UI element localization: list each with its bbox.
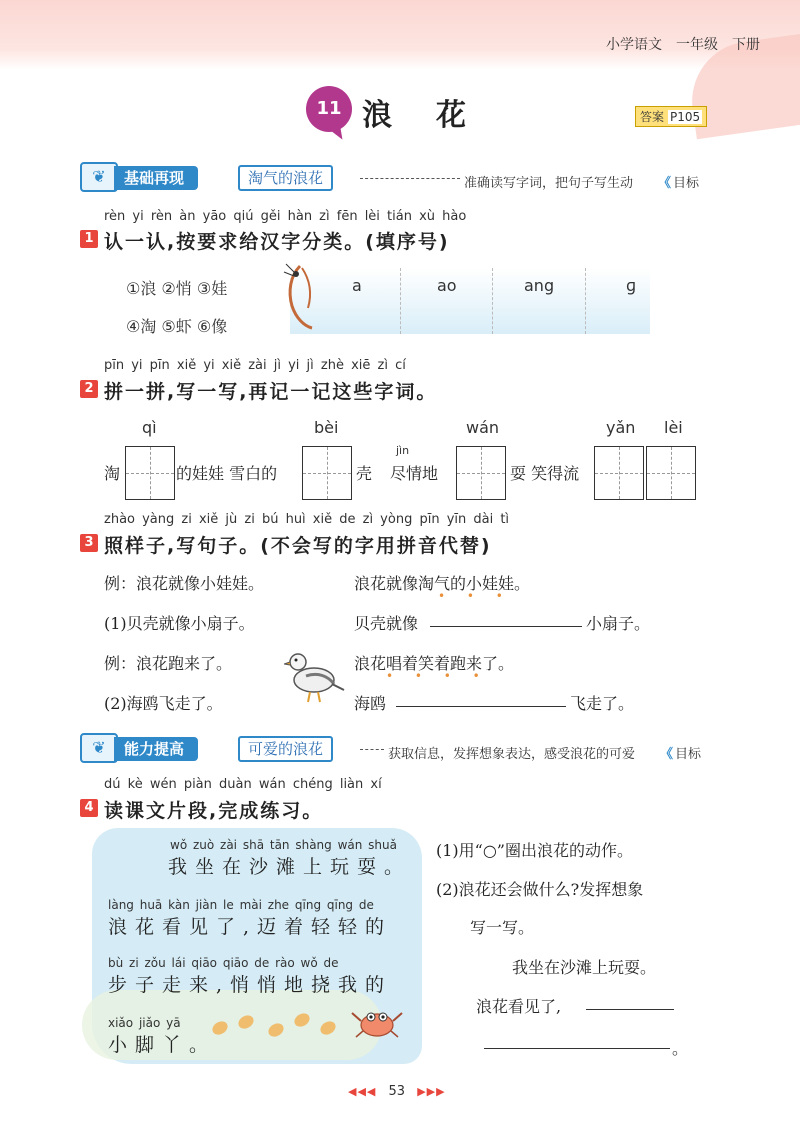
q3-item2-blank[interactable] xyxy=(396,706,566,707)
q1-chars-row1: ①浪 ②悄 ③娃 xyxy=(126,279,228,298)
q2-question: 拼一拼,写一写,再记一记这些字词。 xyxy=(104,381,438,403)
lesson-title: 浪花 xyxy=(362,98,510,133)
q2-pinyin: pīn yi pīn xiě yi xiě zài jì yi jì zhè xiē zì cí xyxy=(104,358,406,373)
q4-answer-blank1[interactable] xyxy=(586,1009,674,1010)
q3-item2-suffix: 飞走了。 xyxy=(570,694,635,713)
section1-description: 准确读写字词，把句子写生动 xyxy=(464,176,634,191)
section2-description: 获取信息，发挥想象表达，感受浪花的可爱 xyxy=(388,747,636,762)
q3-item2-prefix: 海鸥 xyxy=(354,694,387,713)
q4-task1: (1)用“○”圈出浪花的动作。 xyxy=(436,841,633,860)
q4-answer-line1: 我坐在沙滩上玩耍。 xyxy=(512,958,657,977)
answer-page: P105 xyxy=(670,110,701,124)
page-footer xyxy=(348,1084,446,1099)
section1-goal: 《 目标 xyxy=(658,176,700,191)
section2-goal-label: 目标 xyxy=(675,747,702,762)
section1-tab: 基础再现 xyxy=(114,166,198,190)
q3-item1-left: (1)贝壳就像小扇子。 xyxy=(104,614,255,633)
word-ke: 壳 xyxy=(356,464,373,483)
q3-example1-right: 浪花就像淘气的小娃娃。 xyxy=(354,574,531,593)
tian-grid-lei[interactable] xyxy=(646,446,696,500)
category-divider xyxy=(585,268,586,334)
q1-number: 1 xyxy=(80,230,98,248)
tian-grid-qi[interactable] xyxy=(125,446,175,500)
book-header: 小学语文 一年级 下册 xyxy=(606,37,760,53)
pinyin-bei: bèi xyxy=(314,418,339,437)
passage-pinyin-line: wǒ zuò zài shā tān shàng wán shuǎ xyxy=(170,838,397,852)
section1-subtitle: 淘气的浪花 xyxy=(238,165,333,191)
q3-item1-prefix: 贝壳就像 xyxy=(354,614,419,633)
q4-task2-line1: (2)浪花还会做什么?发挥想象 xyxy=(436,880,644,899)
passage-line: 浪花看见了,迈着轻轻的 xyxy=(108,916,393,938)
q3-item1-suffix: 小扇子。 xyxy=(586,614,651,633)
answer-label: 答案 xyxy=(640,110,665,124)
word-tao: 淘 xyxy=(104,464,121,483)
q2-number: 2 xyxy=(80,380,98,398)
pinyin-jin: jìn xyxy=(396,444,410,457)
q3-number: 3 xyxy=(80,534,98,552)
emphasis-dots: • • • xyxy=(438,589,512,603)
passage-line: 小脚丫。 xyxy=(108,1034,217,1056)
pinyin-wan: wán xyxy=(466,418,500,437)
word-shua: 耍 笑得流 xyxy=(510,464,580,483)
category-g: ɡ xyxy=(626,276,637,295)
book-icon: ❦ xyxy=(80,733,118,763)
answer-reference xyxy=(635,106,707,127)
q3-pinyin: zhào yàng zi xiě jù zi bú huì xiě de zì yòng pīn yīn dài tì xyxy=(104,512,510,527)
q3-example2-left: 例：浪花跑来了。 xyxy=(104,654,233,673)
q3-question: 照样子,写句子。(不会写的字用拼音代替) xyxy=(104,535,492,557)
section2-subtitle: 可爱的浪花 xyxy=(238,736,333,762)
category-divider xyxy=(400,268,401,334)
q3-item1-blank[interactable] xyxy=(430,626,582,627)
category-ao: ao xyxy=(437,276,457,295)
passage-pinyin-line: xiǎo jiǎo yā xyxy=(108,1016,181,1030)
emphasis-dots: • • • • xyxy=(386,669,489,683)
tian-grid-wan[interactable] xyxy=(456,446,506,500)
passage-line: 步子走来,悄悄地挠我的 xyxy=(108,974,393,996)
section2-divider xyxy=(360,749,384,750)
category-ang: ang xyxy=(524,276,555,295)
q4-answer-line2: 浪花看见了, xyxy=(476,997,562,1016)
q4-question: 读课文片段,完成练习。 xyxy=(104,800,324,822)
passage-pinyin-line: bù zi zǒu lái qiāo qiāo de rào wǒ de xyxy=(108,956,339,970)
lesson-number-badge: 11 xyxy=(306,86,352,132)
pinyin-yan: yǎn xyxy=(606,418,636,437)
section1-divider xyxy=(360,178,460,179)
section2-goal: 《 目标 xyxy=(660,747,702,762)
shrimp-illustration xyxy=(282,262,318,332)
q4-answer-end: 。 xyxy=(672,1039,689,1058)
tian-grid-yan[interactable] xyxy=(594,446,644,500)
q1-pinyin: rèn yi rèn àn yāo qiú gěi hàn zì fēn lèi tián xù hào xyxy=(104,209,467,224)
q3-item2-left: (2)海鸥飞走了。 xyxy=(104,694,223,713)
pinyin-qi: qì xyxy=(142,418,157,437)
q1-question: 认一认,按要求给汉字分类。(填序号) xyxy=(104,231,450,253)
passage-line: 我坐在沙滩上玩耍。 xyxy=(168,856,412,878)
passage-pinyin-line: làng huā kàn jiàn le mài zhe qīng qīng de xyxy=(108,898,374,912)
crab-illustration xyxy=(350,1003,404,1039)
tian-grid-bei[interactable] xyxy=(302,446,352,500)
q3-example2-right: 浪花唱着笑着跑来了。 xyxy=(354,654,515,673)
word-wawa: 的娃娃 雪白的 xyxy=(176,464,278,483)
q4-task2-line2: 写一写。 xyxy=(470,918,535,937)
book-icon: ❦ xyxy=(80,162,118,192)
q1-chars-row2: ④淘 ⑤虾 ⑥像 xyxy=(126,317,228,336)
category-a: a xyxy=(352,276,362,295)
page-number: 53 xyxy=(388,1084,406,1099)
category-divider xyxy=(492,268,493,334)
section1-goal-label: 目标 xyxy=(673,176,700,191)
section2-tab: 能力提高 xyxy=(114,737,198,761)
q3-example1-left: 例：浪花就像小娃娃。 xyxy=(104,574,265,593)
q4-answer-blank2[interactable] xyxy=(484,1048,670,1049)
classify-area xyxy=(290,268,650,334)
word-jinqingdi: 尽情地 xyxy=(390,464,439,483)
arrow-left-icon: ◀◀◀ xyxy=(348,1085,377,1098)
q4-number: 4 xyxy=(80,799,98,817)
arrow-right-icon: ▶▶▶ xyxy=(417,1085,446,1098)
q4-pinyin: dú kè wén piàn duàn wán chéng liàn xí xyxy=(104,777,382,792)
pinyin-lei: lèi xyxy=(664,418,683,437)
seagull-illustration xyxy=(284,646,346,704)
